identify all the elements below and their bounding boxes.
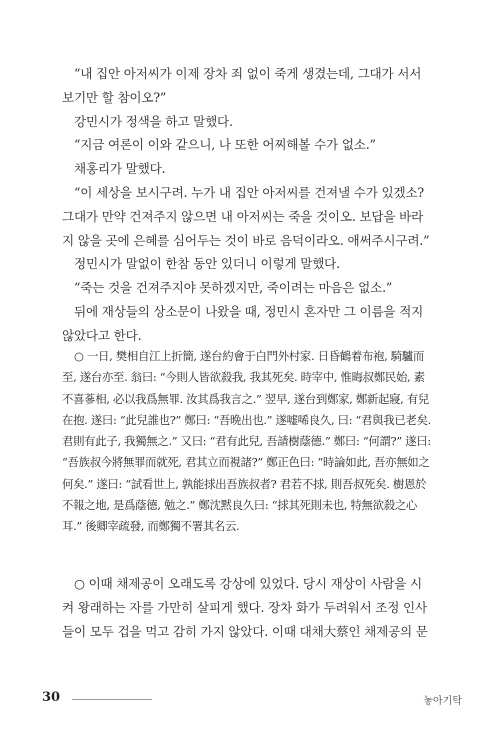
- korean-translation-text: [62, 62, 440, 348]
- text-line: “내 집안 아저씨가 이제 장차 죄 없이 죽게 생겼는데, 그대가 서서: [74, 66, 422, 81]
- text-line: 강민시가 정색을 하고 말했다.: [74, 113, 233, 129]
- hanmun-line: 何矣.” 遂曰: “試看世上, 孰能捄出吾族叔者? 君若不捄, 則吾叔死矣. 樹恩於: [62, 476, 427, 491]
- text-line: 켜 왕래하는 자를 가만히 살피게 했다. 장차 화가 두려워서 조정 인사: [62, 599, 427, 615]
- text-line: ○ 이때 채제공이 오래도록 강상에 있었다. 당시 재상이 사람을 시: [74, 576, 422, 591]
- text-line: 지 않을 곳에 은혜를 심어두는 것이 바로 음덕이라오. 애써주시구려.”: [62, 232, 430, 248]
- text-line: 않았다고 한다.: [62, 327, 142, 343]
- hanmun-line: “吾族叔今將無罪而就死, 君其立而視諸?” 鄭正色曰: “時論如此, 吾亦無如之: [62, 455, 430, 470]
- running-title: 놓아기탁: [423, 696, 462, 707]
- text-line: “죽는 것을 건져주지야 못하겠지만, 죽이려는 마음은 없소.”: [74, 280, 393, 296]
- text-line: 정민시가 말없이 한참 동안 있더니 이렇게 말했다.: [74, 256, 340, 272]
- hanmun-line: 耳.” 後卿宰疏發, 而鄭獨不署其名云.: [62, 519, 240, 534]
- text-line: 그대가 만약 건져주지 않으면 내 아저씨는 죽을 것이오. 보답을 바라: [62, 208, 424, 224]
- hanmun-line: 在抱. 遂曰: “此兒誰也?” 鄭曰: “吾晩出也.” 遂嘘唏良久, 曰: “君與我已老矣.: [62, 412, 431, 427]
- footer-divider: [72, 699, 152, 700]
- text-line: 뒤에 재상들의 상소문이 나왔을 때, 정민시 혼자만 그 이름을 적지: [74, 303, 424, 319]
- page-number: 30: [42, 690, 61, 705]
- korean-translation-text-continued: [62, 572, 440, 643]
- hanmun-line: 不喜蔘相, 必以我爲無罪. 汝其爲我言之.” 翌早, 遂台到鄭家, 鄭新起寢, 有兒: [62, 391, 430, 406]
- text-line: 보기만 할 참이오?”: [62, 89, 167, 105]
- text-line: 채홍리가 말했다.: [74, 161, 166, 177]
- hanmun-line: 至, 遂台亦至. 翁曰: “今則人皆欲殺我, 我其死矣. 時宰中, 惟晦叔鄭民始, 素: [62, 370, 425, 385]
- text-line: “지금 여론이 이와 같으니, 나 또한 어찌해볼 수가 없소.”: [74, 137, 376, 153]
- hanmun-line: 君則有此子, 我獨無之.” 又曰: “君有此兒, 吾請樹蔭德.” 鄭曰: “何謂?” 遂曰:: [62, 434, 431, 449]
- text-line: 들이 모두 겁을 먹고 감히 가지 않았다. 이때 대채大蔡인 채제공의 문: [62, 623, 428, 639]
- classical-chinese-original-text: [62, 346, 440, 538]
- hanmun-line: ○ 一日, 樊相自江上折簡, 遂台約會于白門外村家. 日昏鶴着布袍, 騎驢而: [74, 349, 425, 363]
- page-footer: [42, 690, 462, 708]
- text-line: “이 세상을 보시구려. 누가 내 집안 아저씨를 건져낼 수가 있겠소?: [74, 184, 424, 200]
- hanmun-line: 不報之地, 是爲蔭德, 勉之.” 鄭沈黙良久曰: “捄其死則未也, 特無欲殺之心: [62, 498, 418, 513]
